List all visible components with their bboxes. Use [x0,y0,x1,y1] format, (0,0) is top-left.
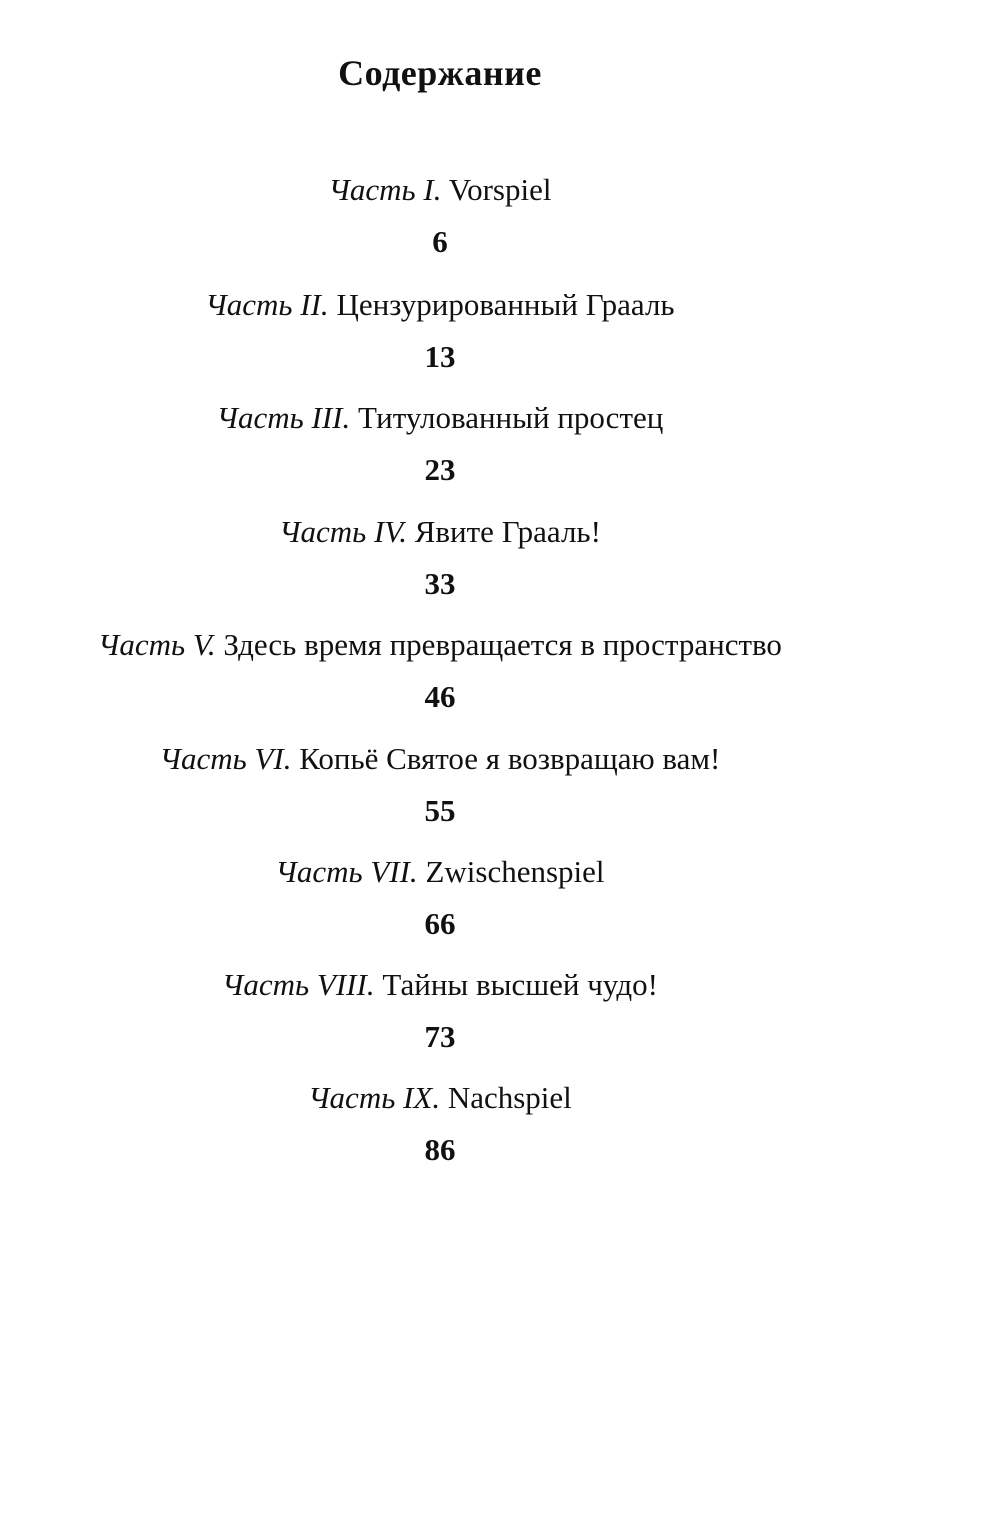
page-number: 33 [424,566,456,601]
page-number: 73 [424,1019,456,1054]
page-title: Содержание [338,53,542,93]
page-number: 86 [424,1132,456,1167]
entry-line [0,852,880,892]
part-title: Vorspiel [448,172,552,207]
page-number: 13 [424,339,456,374]
part-title: Nachspiel [447,1080,572,1115]
entry-line [0,285,880,325]
part-label: Часть II. [205,287,329,322]
toc-entry-3 [0,398,880,490]
entry-line [0,1078,880,1118]
part-label: Часть V. [98,627,216,662]
part-title: Копьё Святое я возвращаю вам! [299,741,721,776]
part-title: Zwischenspiel [425,854,605,889]
toc-entry-7 [0,852,880,944]
entry-line [0,625,880,665]
toc-entry-6 [0,739,880,831]
part-label: Часть IX. [308,1080,441,1115]
part-title: Тайны высшей чудо! [382,967,658,1002]
part-label: Часть VI. [159,741,292,776]
page-number: 6 [432,224,448,259]
part-label: Часть VII. [275,854,418,889]
page-number: 23 [424,452,456,487]
entry-line [0,398,880,438]
entry-line [0,739,880,779]
page-number: 55 [424,793,456,828]
toc-entry-8 [0,965,880,1057]
part-label: Часть I. [328,172,442,207]
toc-entry-4 [0,512,880,604]
toc-entry-2 [0,285,880,377]
part-label: Часть VIII. [222,967,375,1002]
page-number: 46 [424,679,456,714]
part-title: Здесь время превращается в пространство [223,627,782,662]
part-label: Часть III. [216,400,351,435]
part-title: Титулованный простец [357,400,664,435]
entry-line [0,170,880,210]
toc-entry-9 [0,1078,880,1170]
entry-line [0,965,880,1005]
toc-entry-1 [0,170,880,262]
toc-entry-5 [0,625,880,717]
page-number: 66 [424,906,456,941]
part-label: Часть IV. [279,514,407,549]
entry-line [0,512,880,552]
part-title: Цензурированный Грааль [336,287,675,322]
part-title: Явите Грааль! [414,514,601,549]
